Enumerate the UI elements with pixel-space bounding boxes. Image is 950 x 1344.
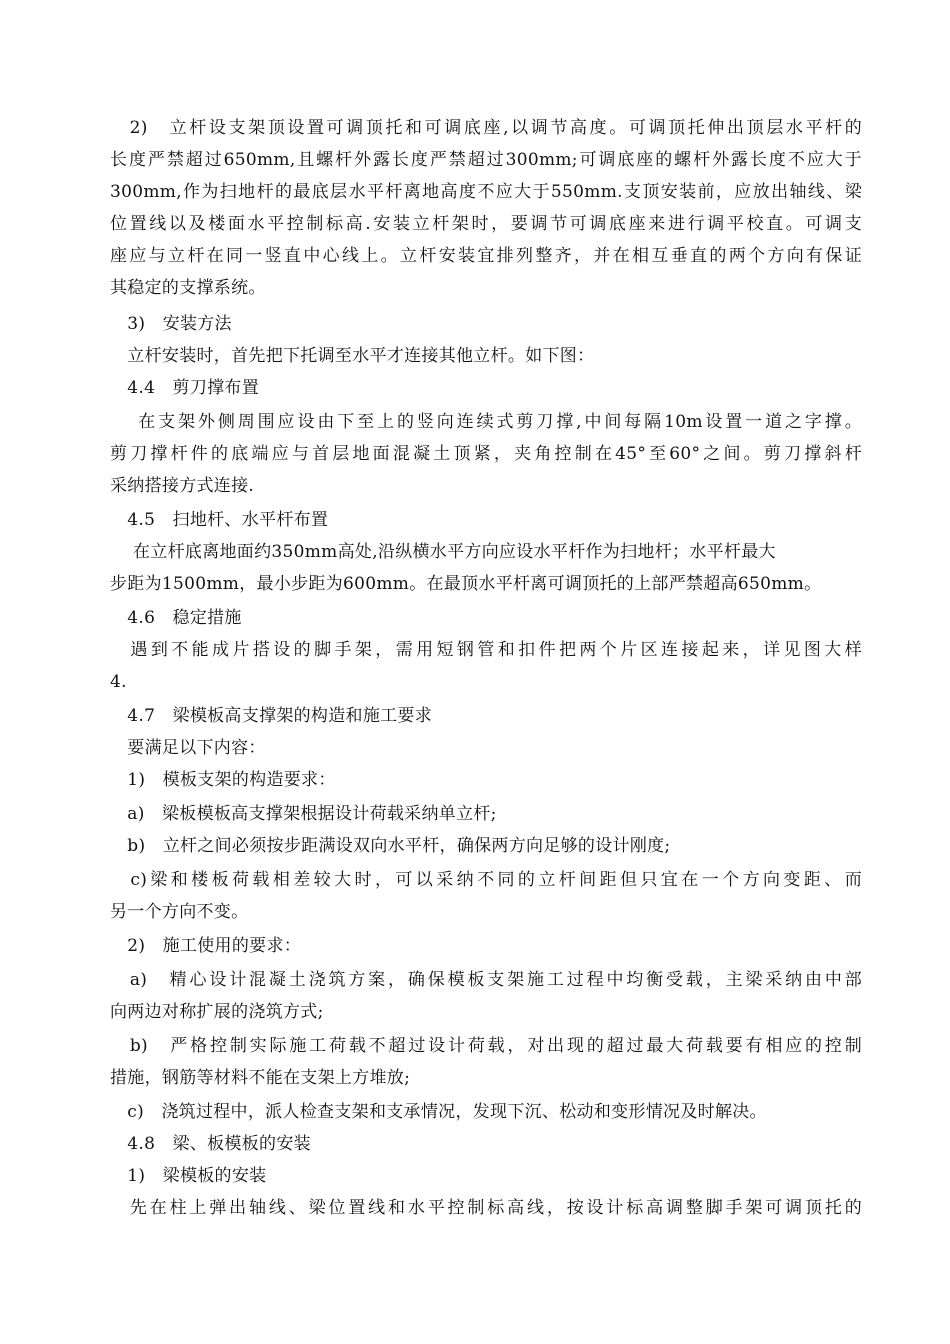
text-line: 1) 模板支架的构造要求：: [110, 770, 336, 790]
text-line: 另一个方向不变。: [110, 902, 249, 922]
text-line: 位置线以及楼面水平控制标高.安装立杆架时，要调节可调底座来进行调平校直。可调支: [110, 214, 862, 234]
text-line: 其稳定的支撑系统。: [110, 278, 266, 298]
text-line: 300mm,作为扫地杆的最底层水平杆离地高度不应大于550mm.支顶安装前，应放出轴线、梁: [110, 182, 862, 202]
text-line: 剪刀撑杆件的底端应与首层地面混凝土顶紧，夹角控制在45°至60°之间。剪刀撑斜杆: [110, 444, 862, 464]
text-line: 措施，钢筋等材料不能在支架上方堆放;: [110, 1068, 411, 1088]
text-line: 采纳搭接方式连接.: [110, 476, 255, 496]
section-heading: 4.6 稳定措施: [110, 608, 242, 628]
text-line: a) 梁板模板高支撑架根据设计荷载采纳单立杆;: [110, 804, 497, 824]
text-line: 2) 施工使用的要求：: [110, 936, 302, 956]
text-line: b) 立杆之间必须按步距满设双向水平杆，确保两方向足够的设计刚度;: [110, 836, 671, 856]
text-line: 先在柱上弹出轴线、梁位置线和水平控制标高线，按设计标高调整脚手架可调顶托的: [110, 1198, 862, 1218]
text-line: 遇到不能成片搭设的脚手架，需用短钢管和扣件把两个片区连接起来，详见图大样: [110, 640, 862, 660]
section-heading: 4.5 扫地杆、水平杆布置: [110, 510, 329, 530]
text-line: 立杆安装时，首先把下托调至水平才连接其他立杆。如下图：: [110, 346, 595, 366]
text-line: 向两边对称扩展的浇筑方式;: [110, 1002, 324, 1022]
text-line: 2) 立杆设支架顶设置可调顶托和可调底座,以调节高度。可调顶托伸出顶层水平杆的: [110, 118, 862, 138]
section-heading: 4.4 剪刀撑布置: [110, 378, 260, 398]
text-line: 3) 安装方法: [110, 314, 232, 334]
text-line: 座应与立杆在同一竖直中心线上。立杆安装宜排列整齐，并在相互垂直的两个方向有保证: [110, 246, 862, 266]
text-line: 在支架外侧周围应设由下至上的竖向连续式剪刀撑,中间每隔10m设置一道之字撑。: [110, 412, 862, 432]
text-line: 在立杆底离地面约350mm高处,沿纵横水平方向应设水平杆作为扫地杆；水平杆最大: [110, 542, 776, 562]
text-line: 长度严禁超过650mm,且螺杆外露长度严禁超过300mm;可调底座的螺杆外露长度不应大于: [110, 150, 862, 170]
text-line: a) 精心设计混凝土浇筑方案，确保模板支架施工过程中均衡受载，主梁采纳由中部: [110, 970, 862, 990]
section-heading: 4.8 梁、板模板的安装: [110, 1134, 311, 1154]
text-line: 1) 梁模板的安装: [110, 1166, 267, 1186]
text-line: 要满足以下内容：: [110, 738, 266, 758]
text-line: 4.: [110, 672, 127, 692]
text-line: c)梁和楼板荷载相差较大时，可以采纳不同的立杆间距但只宜在一个方向变距、而: [110, 870, 862, 890]
text-line: 步距为1500mm，最小步距为600mm。在最顶水平杆离可调顶托的上部严禁超高650mm。: [110, 574, 822, 594]
text-line: c) 浇筑过程中，派人检查支架和支承情况，发现下沉、松动和变形情况及时解决。: [110, 1102, 767, 1122]
text-line: b) 严格控制实际施工荷载不超过设计荷载，对出现的超过最大荷载要有相应的控制: [110, 1036, 862, 1056]
section-heading: 4.7 梁模板高支撑架的构造和施工要求: [110, 706, 433, 726]
